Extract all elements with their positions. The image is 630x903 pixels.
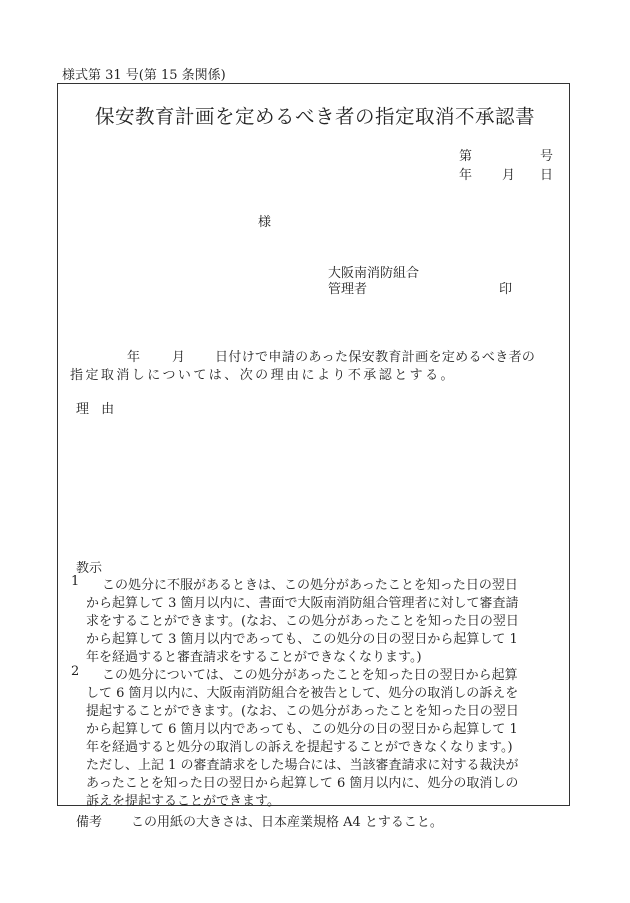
notice-item-1-line: から起算して 3 箇月以内に、書面で大阪南消防組合管理者に対して審査請: [86, 596, 519, 611]
body-year: 年: [127, 350, 141, 365]
footer-text: この用紙の大きさは、日本産業規格 A4 とすること。: [131, 815, 443, 830]
notice-item-2-number: 2: [71, 664, 80, 679]
notice-item-2-line: 年を経過すると処分の取消しの訴えを提起することができなくなります。): [86, 740, 513, 755]
addressee-honorific: 様: [258, 215, 272, 230]
notice-heading: 教示: [76, 561, 103, 576]
notice-item-2-line: この処分については、この処分があったことを知った日の翌日から起算: [102, 668, 518, 683]
body-month: 月: [172, 350, 186, 365]
notice-item-2-line: 提起することができます。(なお、この処分があったことを知った日の翌日: [86, 704, 519, 719]
notice-item-1-line: 求をすることができます。(なお、この処分があったことを知った日の翌日: [86, 614, 519, 629]
notice-item-2-line: 訴えを提起することができます。: [86, 794, 280, 809]
body-line-2: 指定取消しについては、次の理由により不承認とする。: [70, 368, 456, 383]
date-day: 日: [540, 168, 554, 183]
notice-item-2-line: ただし、上記 1 の審査請求をした場合には、当該審査請求に対する裁決が: [86, 758, 519, 773]
notice-item-1-number: 1: [71, 574, 80, 589]
reason-label: 理 由: [76, 402, 119, 417]
notice-item-1-line: 年を経過すると審査請求をすることができなくなります。): [86, 650, 422, 665]
number-suffix: 号: [540, 149, 554, 164]
issuer-title: 管理者: [328, 282, 368, 297]
notice-item-2-line: して 6 箇月以内に、大阪南消防組合を被告として、処分の取消しの訴えを: [86, 686, 519, 701]
document-title: 保安教育計画を定めるべき者の指定取消不承認書: [94, 105, 535, 128]
notice-item-1-line: から起算して 3 箇月以内であっても、この処分の日の翌日から起算して 1: [86, 632, 518, 647]
body-line-1: 日付けで申請のあった保安教育計画を定めるべき者の: [215, 350, 536, 365]
date-year: 年: [459, 168, 473, 183]
notice-item-2-line: あったことを知った日の翌日から起算して 6 箇月以内に、処分の取消しの: [86, 776, 519, 791]
notice-item-1-line: この処分に不服があるときは、この処分があったことを知った日の翌日: [102, 578, 518, 593]
notice-item-2-line: から起算して 6 箇月以内であっても、この処分の日の翌日から起算して 1: [86, 722, 518, 737]
issuer-organization: 大阪南消防組合: [328, 266, 420, 281]
form-number-label: 様式第 31 号(第 15 条関係): [62, 68, 226, 83]
footer-label: 備考: [76, 815, 103, 830]
date-month: 月: [502, 168, 516, 183]
number-prefix: 第: [459, 149, 473, 164]
seal-mark: 印: [499, 282, 513, 297]
